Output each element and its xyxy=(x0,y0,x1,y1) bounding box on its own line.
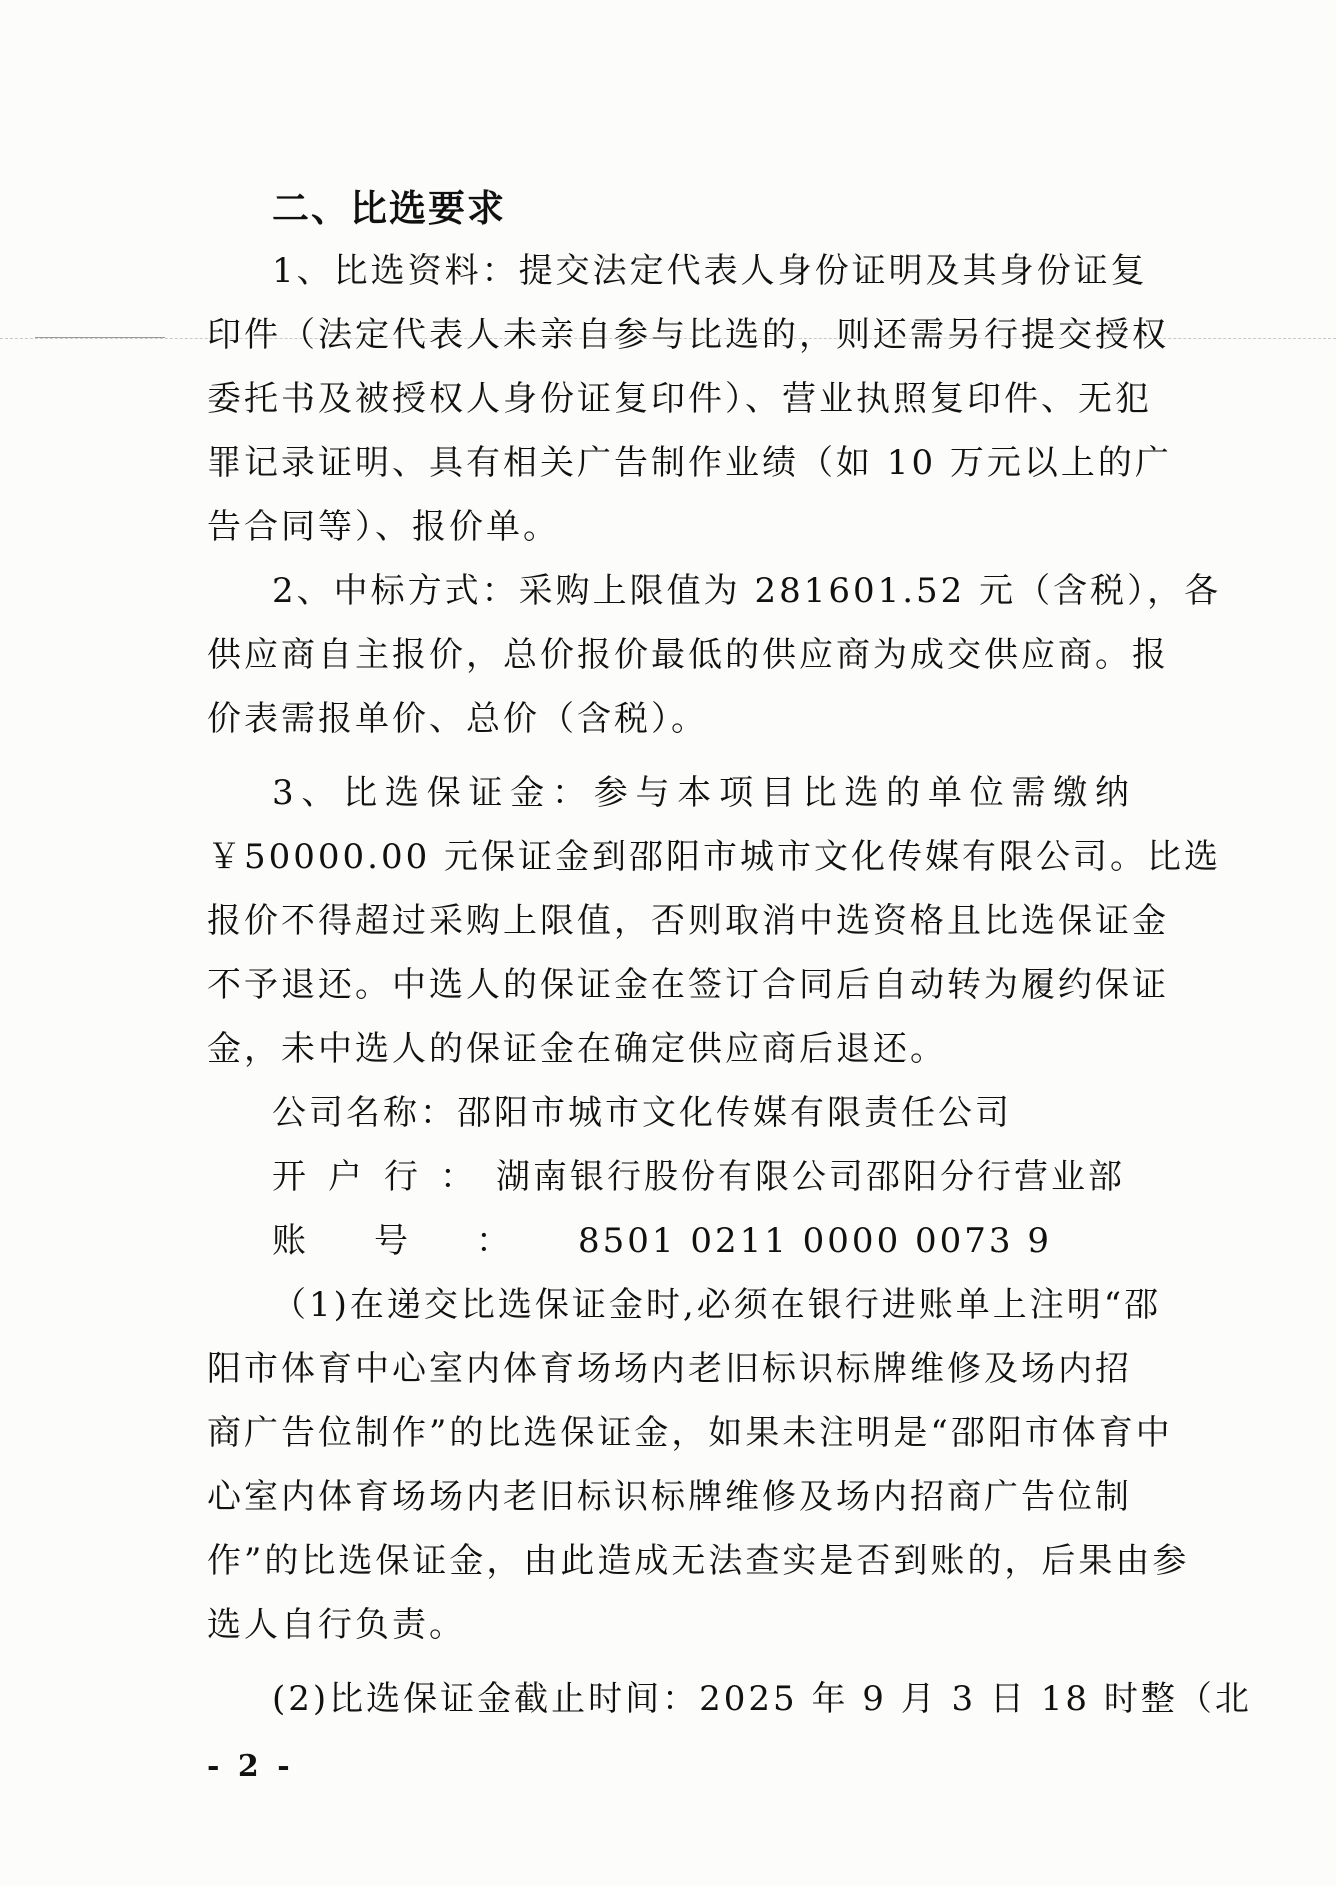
note-line: (2)比选保证金截止时间：2025 年 9 月 3 日 18 时整（北 xyxy=(272,1679,1252,1719)
paragraph-line: 报价不得超过采购上限值，否则取消中选资格且比选保证金 xyxy=(207,901,1169,941)
paragraph-line: 印件（法定代表人未亲自参与比选的，则还需另行提交授权 xyxy=(207,315,1169,355)
note-line: 阳市体育中心室内体育场场内老旧标识标牌维修及场内招 xyxy=(207,1349,1132,1389)
paragraph-line: 罪记录证明、具有相关广告制作业绩（如 10 万元以上的广 xyxy=(207,443,1172,483)
paragraph-line: 委托书及被授权人身份证复印件）、营业执照复印件、无犯 xyxy=(207,379,1152,419)
paragraph-line: ￥50000.00 元保证金到邵阳市城市文化传媒有限公司。比选 xyxy=(207,837,1222,877)
paragraph-line: 告合同等）、报价单。 xyxy=(207,507,560,547)
note-line: （1)在递交比选保证金时,必须在银行进账单上注明“邵 xyxy=(272,1285,1162,1325)
scan-artifact-line-left xyxy=(35,337,165,338)
note-line: 选人自行负责。 xyxy=(207,1605,466,1645)
paragraph-line: 不予退还。中选人的保证金在签订合同后自动转为履约保证 xyxy=(207,965,1169,1005)
page-number: - 2 - xyxy=(207,1749,294,1784)
paragraph-line: 3、比选保证金：参与本项目比选的单位需缴纳 xyxy=(272,773,1132,813)
note-line: 商广告位制作”的比选保证金，如果未注明是“邵阳市体育中 xyxy=(207,1413,1173,1453)
bank-label: 开户行： xyxy=(272,1157,496,1197)
bank-value: 湖南银行股份有限公司邵阳分行营业部 xyxy=(496,1157,1125,1197)
paragraph-line: 1、比选资料：提交法定代表人身份证明及其身份证复 xyxy=(272,251,1148,291)
company-name-value: 邵阳市城市文化传媒有限责任公司 xyxy=(457,1093,1012,1133)
note-line: 作”的比选保证金，由此造成无法查实是否到账的，后果由参 xyxy=(207,1541,1190,1581)
bank-row xyxy=(272,1157,1125,1197)
account-label: 账号： xyxy=(272,1221,578,1261)
account-row xyxy=(272,1221,1052,1261)
note-line: 心室内体育场场内老旧标识标牌维修及场内招商广告位制 xyxy=(207,1477,1132,1517)
paragraph-line: 供应商自主报价，总价报价最低的供应商为成交供应商。报 xyxy=(207,635,1169,675)
section-heading: 二、比选要求 xyxy=(272,187,506,230)
company-name-row xyxy=(272,1093,1012,1133)
paragraph-line: 2、中标方式：采购上限值为 281601.52 元（含税），各 xyxy=(272,571,1222,611)
company-name-label: 公司名称： xyxy=(272,1093,457,1133)
paragraph-line: 价表需报单价、总价（含税）。 xyxy=(207,699,708,739)
paragraph-line: 金，未中选人的保证金在确定供应商后退还。 xyxy=(207,1029,947,1069)
account-value: 8501 0211 0000 0073 9 xyxy=(578,1221,1052,1261)
